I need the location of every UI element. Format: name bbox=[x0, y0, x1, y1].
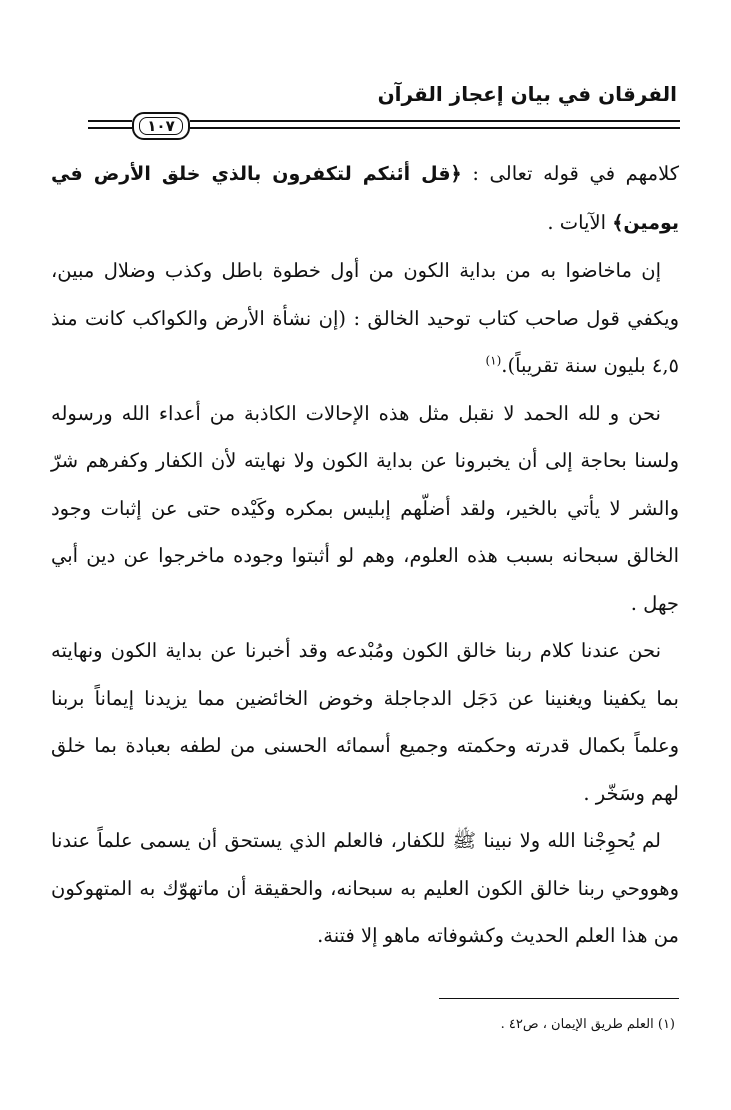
footnote-rule bbox=[439, 998, 679, 999]
paragraph-3: نحن و لله الحمد لا نقبل مثل هذه الإحالات الكاذبة من أعداء الله ورسوله ولسنا بحاجة إلى أن يخبرونا عن بداية الكون ولا نهايته لأن الكفار وكفرهم شرّ والشر لا يأتي بالخير، ولقد أضلّهم إبليس بمكره وكَيْده حتى عن إثبات وجود الخالق سبحانه بسبب هذه العلوم، وهم لو أثبتوا وجوده ماخرجوا عن دين أبي جهل . bbox=[51, 401, 679, 615]
body-text bbox=[51, 150, 679, 960]
paragraph-4: نحن عندنا كلام ربنا خالق الكون ومُبْدعه وقد أخبرنا عن بداية الكون ونهايته بما يكفينا ويغنينا عن دَجَل الدجاجلة وخوض الخائضين مما يزيدنا إيماناً بربنا وعلماً بكمال قدرته وحكمته وجميع أسمائه الحسنى من لطفه بعبادة بما خلق لهم وسَخّر . bbox=[51, 639, 679, 805]
rule-line bbox=[88, 127, 132, 129]
running-title: الفرقان في بيان إعجاز القرآن bbox=[377, 82, 677, 106]
rule-line bbox=[88, 120, 132, 122]
paragraph-1 bbox=[51, 150, 679, 247]
footnote: (١) العلم طريق الإيمان ، ص٤٢ . bbox=[500, 1017, 675, 1032]
paragraph-1-intro: كلامهم في قوله تعالى : bbox=[461, 162, 679, 185]
rule-line bbox=[190, 127, 680, 129]
header-rule bbox=[88, 112, 680, 142]
paragraph-2-text: إن ماخاضوا به من بداية الكون من أول خطوة باطل وكذب وضلال مبين، ويكفي قول صاحب كتاب توحيد الخالق : (إن نشأة الأرض والكواكب كانت منذ ٤,٥ بليون سنة تقريباً). bbox=[51, 259, 679, 377]
quran-quote: ﴿قل أئنكم لتكفرون بالذي خلق الأرض في يومين﴾ bbox=[51, 163, 679, 234]
paragraph-1-end: الآيات . bbox=[547, 210, 613, 234]
page-number-frame bbox=[132, 112, 190, 140]
paragraph-2 bbox=[51, 247, 679, 390]
page-number: ١٠٧ bbox=[139, 117, 183, 135]
footnote-reference[interactable]: (١) bbox=[485, 353, 502, 368]
paragraph-5: لم يُحوِجْنا الله ولا نبينا ﷺ للكفار، فالعلم الذي يستحق أن يسمى علماً عندنا وهووحي ربنا خالق الكون العليم به سبحانه، والحقيقة أن ماتهوّك به المتهوكون من هذا العلم الحديث وكشوفاته ماهو إلا فتنة. bbox=[51, 829, 679, 947]
rule-line bbox=[190, 120, 680, 122]
